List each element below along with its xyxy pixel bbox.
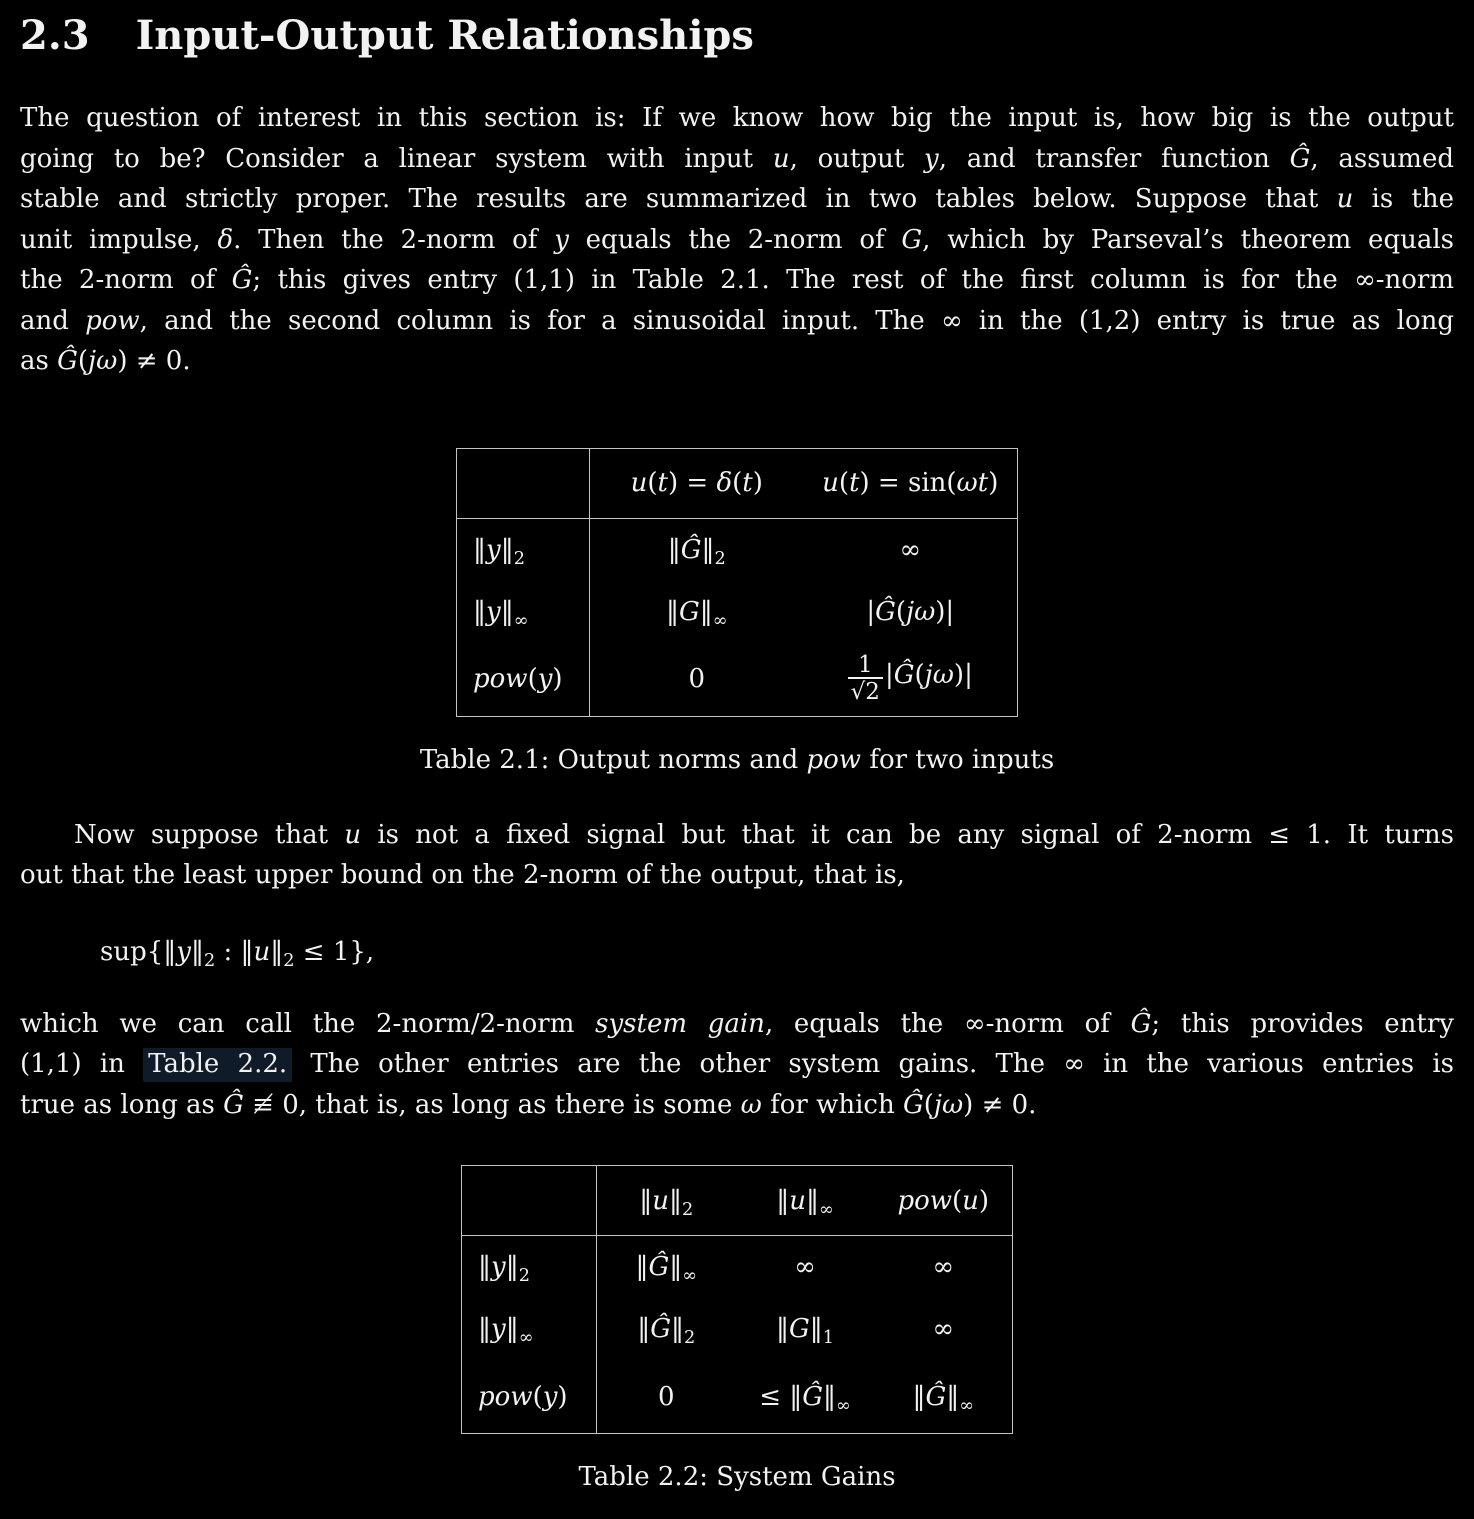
paragraph-sup — [20, 815, 1454, 896]
text-line: Now suppose that u is not a fixed signal but that it can be any signal of 2-norm ≤ 1. It turns — [74, 819, 1455, 850]
column-header: u(t) = δ(t) — [590, 448, 804, 518]
section-title: Input-Output Relationships — [135, 12, 754, 59]
column-header: pow(u) — [875, 1166, 1013, 1236]
row-header: $‖y‖_\infty$ — [462, 1298, 597, 1360]
table-row — [462, 1236, 1013, 1299]
table-2-2-container — [20, 1165, 1454, 1434]
text-line: true as long as Ĝ ≢ 0, that is, as long as there is some ω for which Ĝ(jω) ≠ 0. — [20, 1089, 1037, 1120]
row-header: pow(y) — [457, 643, 590, 717]
section-number: 2.3 — [20, 12, 90, 59]
table-cell: $\frac{1}{√2}$ |Ĝ(jω)| — [804, 643, 1018, 717]
column-header: $‖u‖_2$ — [597, 1166, 736, 1236]
table-cell: $‖Ĝ‖_2$ — [667, 534, 726, 569]
table-cell: ∞ — [932, 1252, 955, 1282]
table-2-2-link[interactable]: Table 2.2. — [143, 1048, 292, 1082]
table-system-gains — [461, 1165, 1013, 1434]
text-line: the 2-norm of Ĝ; this gives entry (1,1) in Table 2.1. The rest of the first column is for the ∞-norm — [20, 265, 1454, 295]
text-line: going to be? Consider a linear system with input u, output y, and transfer function Ĝ, assumed — [20, 143, 1454, 174]
table-cell: $‖Ĝ‖_2$ — [637, 1314, 696, 1349]
table-2-2-caption: Table 2.2: System Gains — [578, 1462, 896, 1492]
table-cell: ∞ — [932, 1314, 955, 1344]
section-heading — [20, 14, 1454, 58]
paragraph-intro — [20, 98, 1454, 382]
table-cell: 0 — [657, 1381, 675, 1412]
text-line: unit impulse, δ. Then the 2-norm of y equals the 2-norm of G, which by Parseval’s theorem equals — [20, 224, 1454, 255]
table-row — [462, 1298, 1013, 1360]
table-cell: 0 — [688, 664, 706, 694]
text-line: (1,1) in Table 2.2. The other entries are the other system gains. The ∞ in the various entries is — [20, 1044, 1454, 1085]
text-line: stable and strictly proper. The results are summarized in two tables below. Suppose that u is the — [20, 184, 1454, 214]
text-line: The question of interest in this section is: If we know how big the input is, how big is the output — [20, 103, 1454, 133]
table-2-1-caption: Table 2.1: Output norms and pow for two inputs — [419, 744, 1055, 775]
table-2-1-container — [20, 448, 1454, 717]
table-header-row — [457, 448, 1018, 518]
table-cell: $‖Ĝ‖_\infty$ — [635, 1252, 697, 1287]
table-header-row — [462, 1166, 1013, 1236]
paragraph-gains — [20, 1004, 1454, 1126]
table-row — [462, 1360, 1013, 1434]
display-formula: $sup\{‖y‖_2$ : $‖u‖_2 \le 1$}, — [100, 936, 375, 971]
text-line: which we can call the 2-norm/2-norm system gain, equals the ∞-norm of Ĝ; this provides entry — [20, 1008, 1454, 1039]
column-header: u(t) = sin(ωt) — [804, 448, 1018, 518]
table-row — [457, 518, 1018, 581]
column-header: $‖u‖_\infty$ — [736, 1166, 875, 1236]
table-output-norms — [456, 448, 1018, 717]
table-corner-cell — [457, 448, 590, 518]
row-header: $‖y‖_2$ — [462, 1236, 597, 1299]
table-corner-cell — [462, 1166, 597, 1236]
row-header: $‖y‖_2$ — [457, 518, 590, 581]
table-cell: |Ĝ(jω)| — [866, 596, 955, 627]
table-row — [457, 581, 1018, 643]
text-line: out that the least upper bound on the 2-norm of the output, that is, — [20, 860, 905, 890]
row-header: $‖y‖_\infty$ — [457, 581, 590, 643]
table-cell: ∞ — [899, 534, 922, 565]
table-row — [457, 643, 1018, 717]
text-line: as Ĝ(jω) ≠ 0. — [20, 346, 191, 376]
table-cell: $‖Ĝ‖_\infty$ — [912, 1381, 974, 1416]
table-cell: $‖G‖_\infty$ — [665, 596, 728, 631]
table-cell: ≤ $‖Ĝ‖_\infty$ — [759, 1381, 851, 1416]
row-header: pow(y) — [462, 1360, 597, 1434]
table-cell: $‖G‖_1$ — [775, 1314, 835, 1349]
table-cell: ∞ — [794, 1252, 816, 1282]
text-line: and pow, and the second column is for a sinusoidal input. The ∞ in the (1,2) entry is true as long — [20, 305, 1454, 336]
